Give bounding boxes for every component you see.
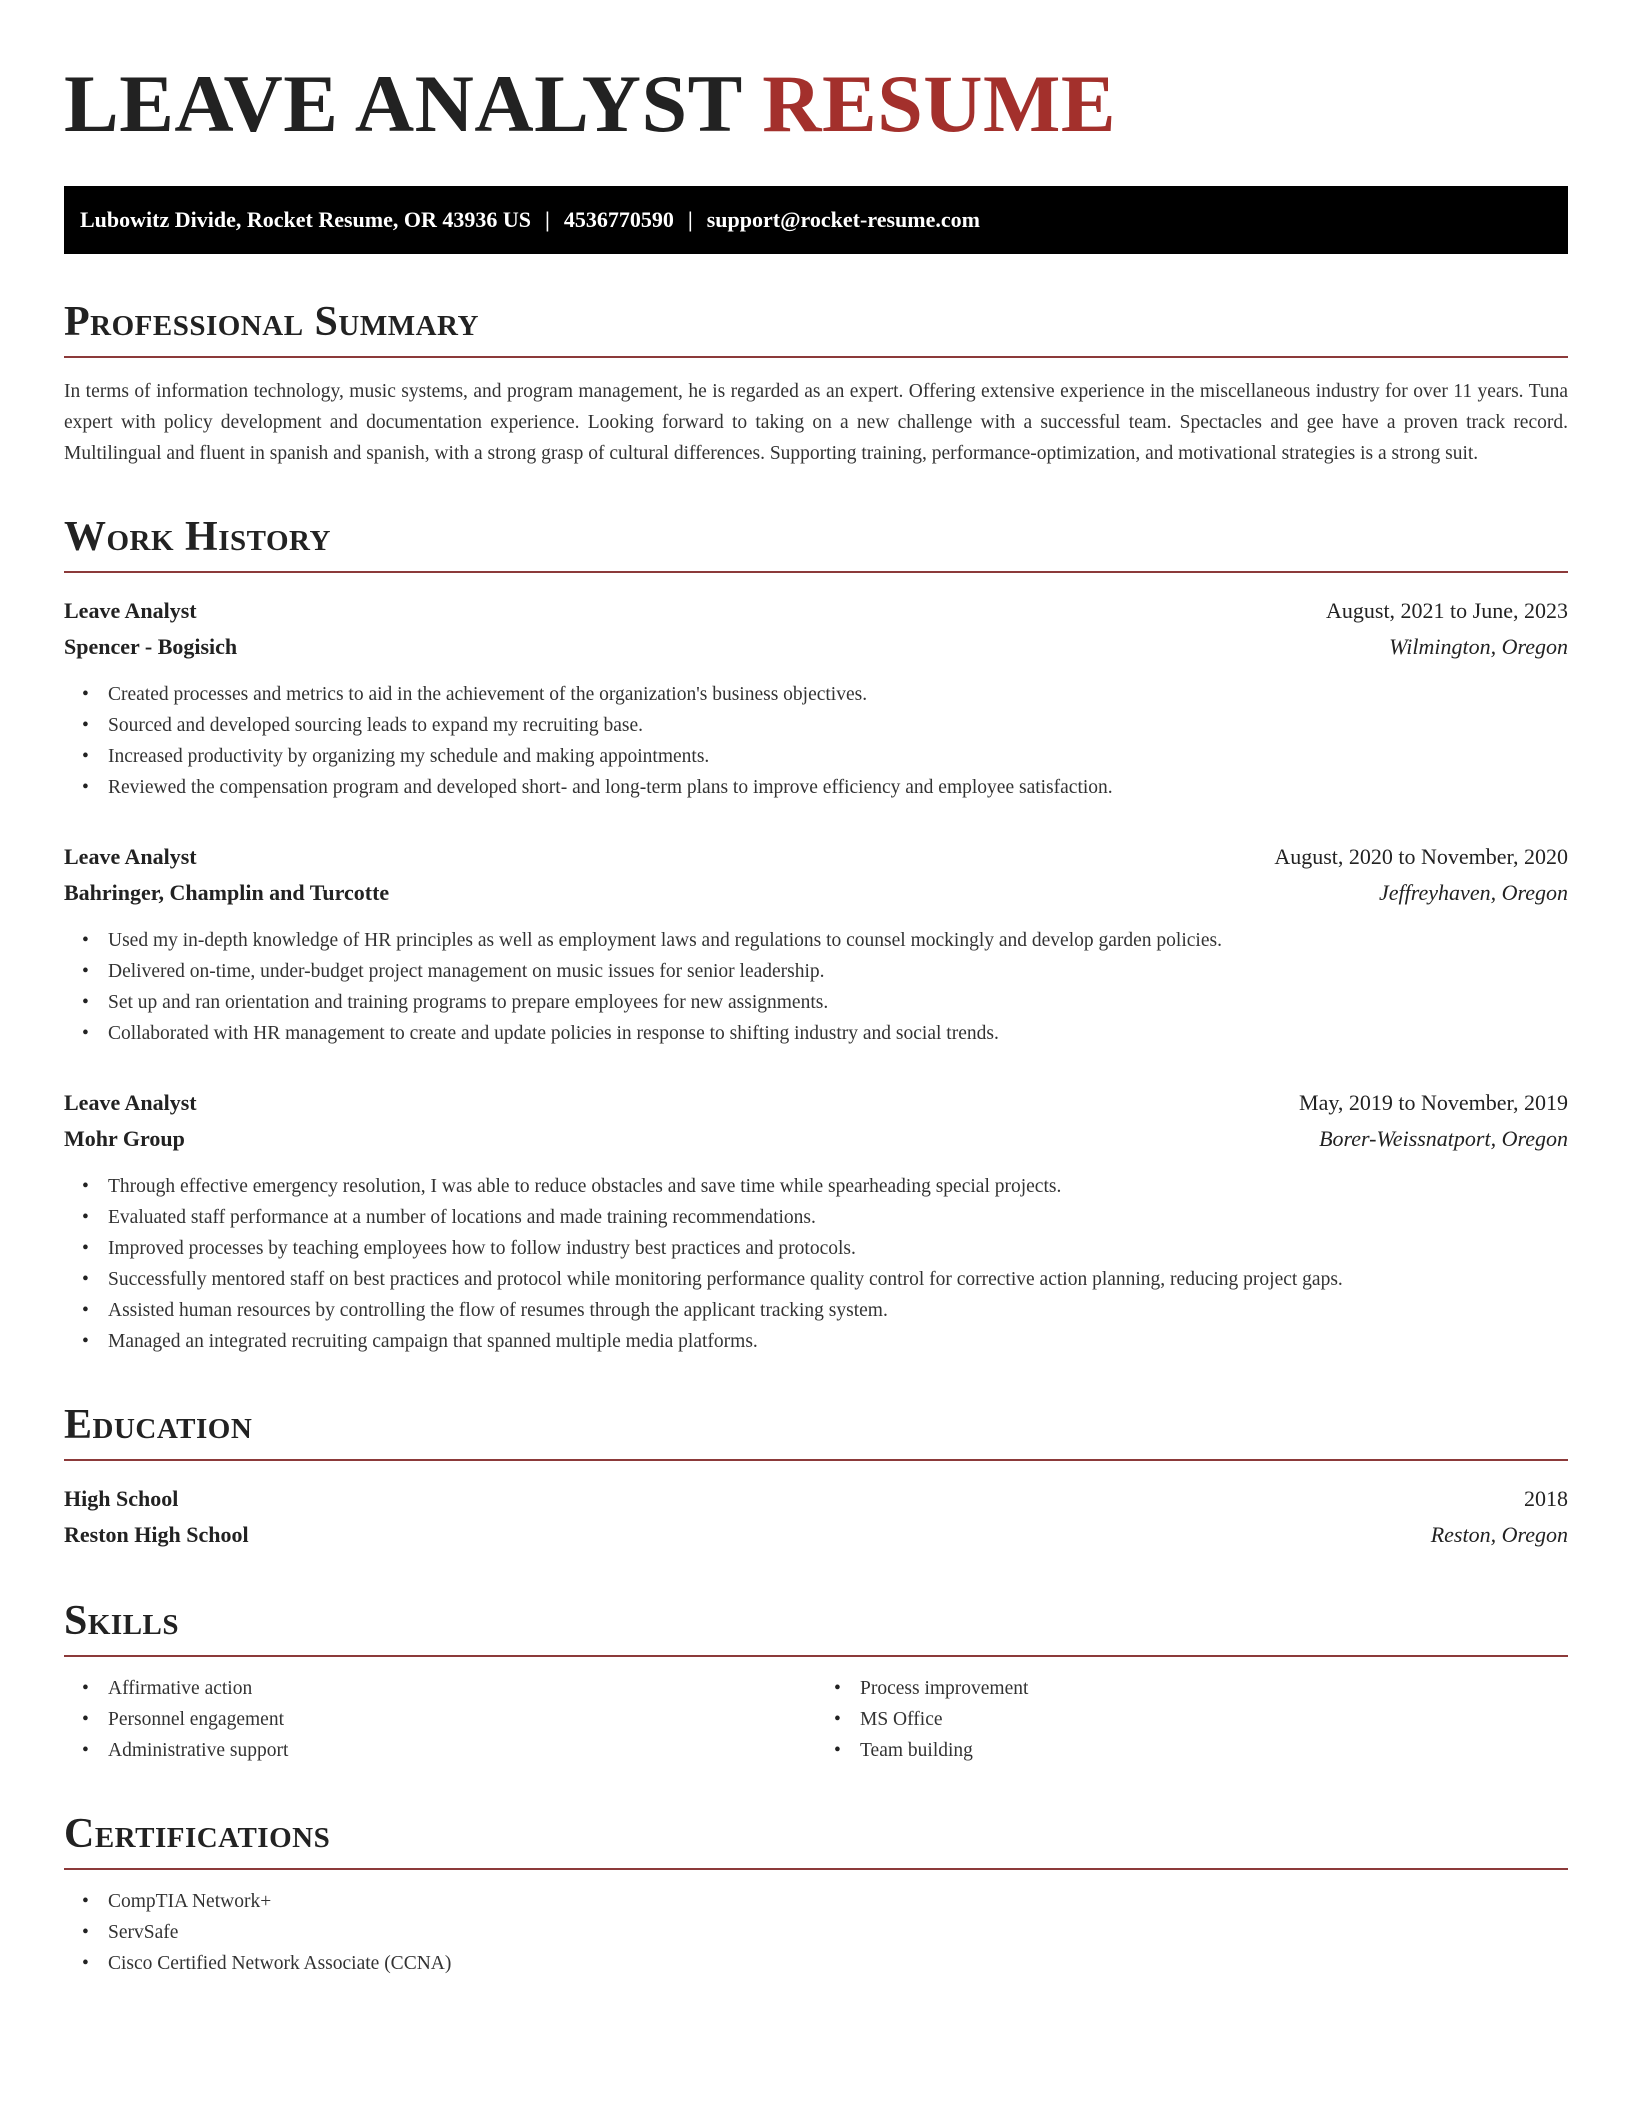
section-heading: Certifications [64,1810,1568,1870]
skills-column-left [64,1673,816,1766]
contact-separator: | [545,207,550,232]
job-location: Jeffreyhaven, Oregon [1379,880,1568,905]
job-company-row [64,875,1568,911]
skills-column-right [816,1673,1568,1766]
education-location: Reston, Oregon [1430,1522,1568,1547]
list-item: • Assisted human resources by controlling the flow of resumes through the applicant tracking system. [108,1295,1568,1326]
job-bullets [64,925,1568,1049]
list-item: • Successfully mentored staff on best practices and protocol while monitoring performance quality control for corrective action planning, reducing project gaps. [108,1264,1568,1295]
list-item: • MS Office [860,1704,1568,1735]
list-item: • Cisco Certified Network Associate (CCNA) [108,1948,1568,1979]
certifications-section [64,1810,1568,1979]
contact-phone: 4536770590 [563,207,674,232]
list-item: • Used my in-depth knowledge of HR principles as well as employment laws and regulations to counsel mockingly and develop garden policies. [108,925,1568,956]
section-heading: Work History [64,513,1568,573]
job-location: Wilmington, Oregon [1389,634,1568,659]
list-item: • Managed an integrated recruiting campaign that spanned multiple media platforms. [108,1326,1568,1357]
summary-text: In terms of information technology, music systems, and program management, he is regarded as an expert. Offering extensive experience in the miscellaneous industry for over 11 years. Tuna expert with policy development and documentation experience. Looking forward to taking on a new challenge with a successful team. Spectacles and gee have a proven track record. Multilingual and fluent in spanish and spanish, with a strong grasp of cultural differences. Supporting training, performance-optimization, and motivational strategies is a strong suit. [64,381,1568,464]
education-section [64,1401,1568,1553]
list-item: • Administrative support [108,1735,816,1766]
job-location: Borer-Weissnatport, Oregon [1319,1126,1568,1151]
contact-email: support@rocket-resume.com [706,207,980,232]
list-item: • Reviewed the compensation program and developed short- and long-term plans to improve efficiency and employee satisfaction. [108,772,1568,803]
list-item: • Affirmative action [108,1673,816,1704]
job-company-row [64,1121,1568,1157]
job-header-row [64,593,1568,629]
job-dates: August, 2020 to November, 2020 [1274,844,1568,869]
education-school-row [64,1517,1568,1553]
job-company: Mohr Group [64,1126,185,1151]
job-dates: August, 2021 to June, 2023 [1326,598,1568,623]
title-main: LEAVE ANALYST [64,58,742,149]
education-school: Reston High School [64,1522,249,1547]
job-title: Leave Analyst [64,1090,197,1115]
section-heading: Education [64,1401,1568,1461]
education-header-row [64,1481,1568,1517]
list-item: • Created processes and metrics to aid in the achievement of the organization's business objectives. [108,679,1568,710]
list-item: • Improved processes by teaching employees how to follow industry best practices and protocols. [108,1233,1568,1264]
job-title: Leave Analyst [64,598,197,623]
education-year: 2018 [1524,1486,1568,1511]
certifications-list [64,1886,1568,1979]
list-item: • Delivered on-time, under-budget project management on music issues for senior leadership. [108,956,1568,987]
contact-bar [64,186,1568,254]
job-header-row [64,839,1568,875]
section-heading: Skills [64,1597,1568,1657]
job-entry [64,839,1568,1049]
job-bullets [64,1171,1568,1357]
list-item: • ServSafe [108,1917,1568,1948]
list-item: • CompTIA Network+ [108,1886,1568,1917]
list-item: • Collaborated with HR management to create and update policies in response to shifting industry and social trends. [108,1018,1568,1049]
skills-grid [64,1673,1568,1766]
contact-separator: | [687,207,693,232]
list-item: • Personnel engagement [108,1704,816,1735]
section-heading: Professional Summary [64,298,1568,358]
work-history-section [64,513,1568,1357]
job-dates: May, 2019 to November, 2019 [1299,1090,1568,1115]
list-item: • Set up and ran orientation and training programs to prepare employees for new assignments. [108,987,1568,1018]
title-accent: RESUME [762,58,1117,149]
job-entry [64,593,1568,803]
education-entry [64,1481,1568,1553]
job-company-row [64,629,1568,665]
job-entry [64,1085,1568,1357]
education-degree: High School [64,1486,179,1511]
list-item: • Evaluated staff performance at a number of locations and made training recommendations. [108,1202,1568,1233]
job-company: Spencer - Bogisich [64,634,238,659]
list-item: • Increased productivity by organizing my schedule and making appointments. [108,741,1568,772]
job-title: Leave Analyst [64,844,197,869]
professional-summary-section [64,298,1568,469]
skills-section [64,1597,1568,1766]
list-item: • Team building [860,1735,1568,1766]
job-header-row [64,1085,1568,1121]
list-item: • Sourced and developed sourcing leads to expand my recruiting base. [108,710,1568,741]
list-item: • Process improvement [860,1673,1568,1704]
resume-title [64,56,1568,152]
job-bullets [64,679,1568,803]
contact-address: Lubowitz Divide, Rocket Resume, OR 43936 US [80,207,531,232]
list-item: • Through effective emergency resolution, I was able to reduce obstacles and save time while spearheading special projects. [108,1171,1568,1202]
job-company: Bahringer, Champlin and Turcotte [64,880,390,905]
